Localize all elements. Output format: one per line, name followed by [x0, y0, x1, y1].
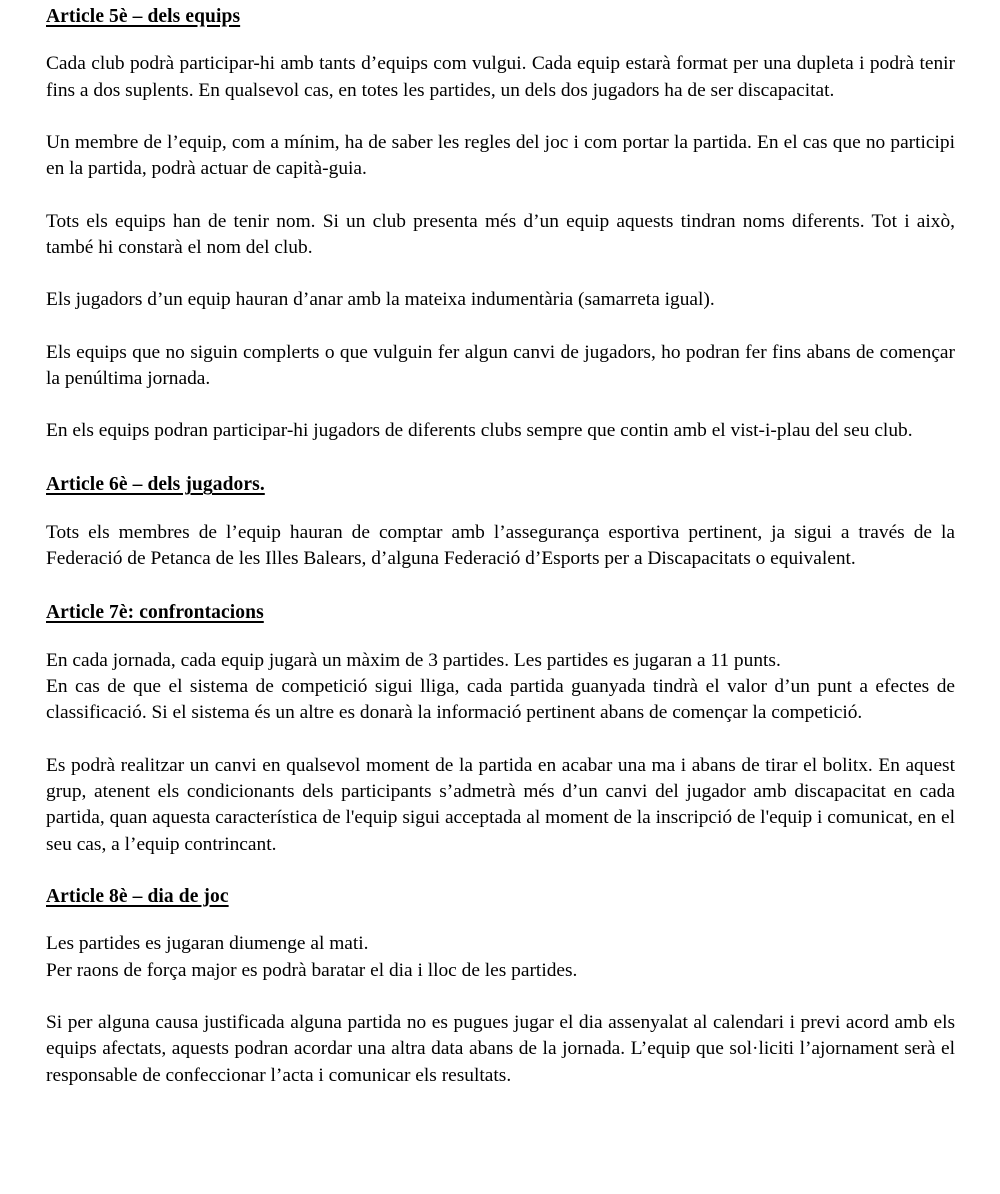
spacer [46, 858, 955, 886]
section-heading-article-5 [46, 6, 955, 27]
spacer [46, 314, 955, 340]
section-heading-article-6 [46, 474, 955, 495]
spacer [46, 727, 955, 753]
section-heading-article-6-text: Article 6è – dels jugadors. [46, 474, 265, 496]
spacer [46, 104, 955, 130]
paragraph-5-3: Tots els equips han de tenir nom. Si un club presenta més d’un equip aquests tindran noms diferents. Tot i això, també hi constarà el nom del club. [46, 210, 955, 258]
paragraph-8-2: Per raons de força major es podrà baratar el dia i lloc de les partides. [46, 959, 578, 981]
section-heading-article-5-text: Article 5è – dels equips [46, 6, 241, 27]
paragraph-5-4: Els jugadors d’un equip hauran d’anar amb la mateixa indumentària (samarreta igual). [46, 289, 715, 311]
spacer [46, 444, 955, 474]
spacer [46, 907, 955, 931]
spacer [46, 392, 955, 418]
section-heading-article-8 [46, 886, 955, 907]
spacer [46, 261, 955, 287]
paragraph-6-1: Tots els membres de l’equip hauran de comptar amb l’assegurança esportiva pertinent, ja sigui a través de la Federació de Petanca de les Illes Balears, d’alguna Federació d’Esports per a Discapacitats o equivalent. [46, 521, 955, 570]
paragraph-8-3: Si per alguna causa justificada alguna partida no es pugues jugar el dia assenyalat al calendari i previ acord amb els equips afectats, aquests podran acordar una altra data abans de la jornada. L’equip que sol·liciti l’ajornament serà el responsable de confeccionar l’acta i comunicar els resultats. [46, 1011, 955, 1086]
paragraph-7-2: En cas de que el sistema de competició sigui lliga, cada partida guanyada tindrà el valor d’un punt a efectes de classificació. Si el sistema és un altre es donarà la informació pertinent abans de començar la competició. [46, 676, 955, 724]
spacer [46, 183, 955, 209]
spacer [46, 572, 955, 602]
section-heading-article-8-text: Article 8è – dia de joc [46, 885, 229, 907]
paragraph-7-3: Es podrà realitzar un canvi en qualsevol moment de la partida en acabar una ma i abans de tirar el bolitx. En aquest grup, atenent els condicionants dels participants s’admetrà més d’un canvi del jugador amb discapacitat en cada partida, quan aquesta característica de l'equip sigui acceptada al moment de la inscripció de l'equip i comunicat, en el seu cas, a l’equip contrincant. [46, 754, 955, 855]
paragraph-5-2: Un membre de l’equip, com a mínim, ha de saber les regles del joc i com portar la partida. En el cas que no participi en la partida, podrà actuar de capità-guia. [46, 132, 955, 180]
section-heading-article-7 [46, 602, 955, 623]
paragraph-8-1: Les partides es jugaran diumenge al mati. [46, 933, 369, 955]
paragraph-5-1: Cada club podrà participar-hi amb tants d’equips com vulgui. Cada equip estarà format per una dupleta i podrà tenir fins a dos suplents. En qualsevol cas, en totes les partides, un dels dos jugadors ha de ser discapacitat. [46, 53, 955, 101]
section-heading-article-7-text: Article 7è: confrontacions [46, 602, 264, 624]
spacer [46, 496, 955, 520]
spacer [46, 624, 955, 648]
document-body [46, 6, 955, 1089]
spacer [46, 984, 955, 1010]
paragraph-5-5: Els equips que no siguin complerts o que vulguin fer algun canvi de jugadors, ho podran fer fins abans de començar la penúltima jornada. [46, 341, 955, 389]
paragraph-7-1: En cada jornada, cada equip jugarà un màxim de 3 partides. Les partides es jugaran a 11 punts. [46, 649, 781, 671]
spacer [46, 27, 955, 51]
paragraph-5-6: En els equips podran participar-hi jugadors de diferents clubs sempre que contin amb el vist-i-plau del seu club. [46, 420, 913, 442]
